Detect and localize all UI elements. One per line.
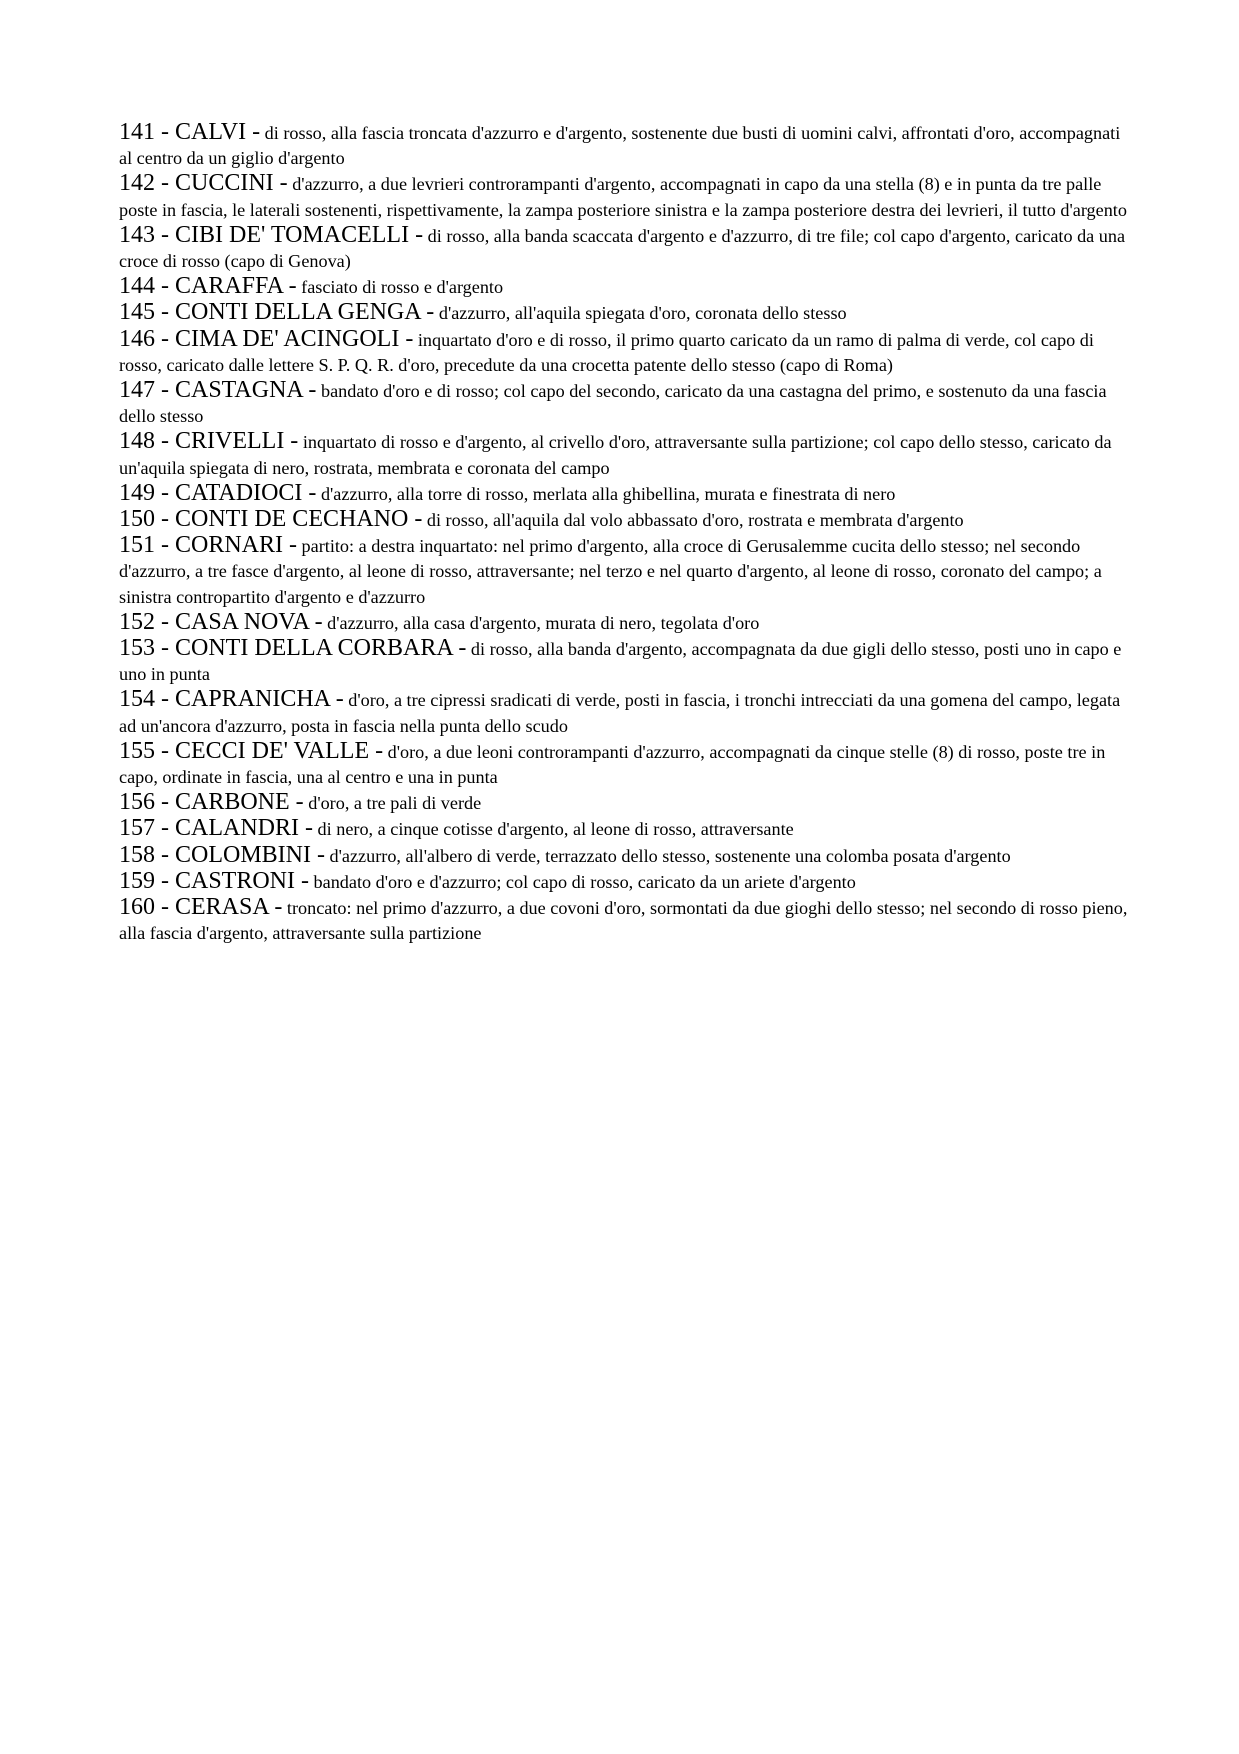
entry-heading: 143 - CIBI DE' TOMACELLI - [119,221,424,248]
entry-text: bandato d'oro e d'azzurro; col capo di rosso, caricato da un ariete d'argento [313,871,856,892]
entry-text: d'azzurro, alla casa d'argento, murata di nero, tegolata d'oro [327,612,760,633]
entry-152 [119,610,1134,636]
entry-text: inquartato di rosso e d'argento, al crivello d'oro, attraversante sulla partizione; col capo dello stesso, caricato da un'aquila spiegata di nero, rostrata, membrata e coronata del campo [119,432,1112,478]
entry-heading: 149 - CATADIOCI - [119,479,317,506]
entry-text: d'oro, a due leoni controrampanti d'azzurro, accompagnati da cinque stelle (8) di rosso, poste tre in capo, ordinate in fascia, una al centro e una in punta [119,741,1106,788]
entry-text: d'azzurro, all'aquila spiegata d'oro, coronata dello stesso [438,303,847,324]
entry-141 [119,120,1134,171]
entry-text: di nero, a cinque cotisse d'argento, al leone di rosso, attraversante [317,819,794,840]
entry-160 [119,895,1134,946]
entry-150 [119,507,1134,533]
entry-heading: 151 - CORNARI - [119,532,297,559]
entry-158 [119,843,1134,869]
entry-151 [119,533,1134,610]
entry-text: di rosso, alla fascia troncata d'azzurro e d'argento, sostenente due busti di uomini calvi, affrontati d'oro, accompagnati al centro da un giglio d'argento [119,123,1121,169]
entry-heading: 145 - CONTI DELLA GENGA - [119,299,435,326]
entry-heading: 157 - CALANDRI - [119,815,313,842]
entry-text: troncato: nel primo d'azzurro, a due covoni d'oro, sormontati da due gioghi dello stesso; nel secondo di rosso pieno, alla fascia d'argento, attraversante sulla partizione [119,898,1128,944]
entry-heading: 150 - CONTI DE CECHANO - [119,506,423,533]
entry-text: d'oro, a tre pali di verde [308,793,482,814]
entry-text: inquartato d'oro e di rosso, il primo quarto caricato da un ramo di palma di verde, col capo di rosso, caricato dalle lettere S. P. Q. R. d'oro, precedute da una crocetta patente dello stesso (capo di Roma) [119,329,1094,375]
entry-text: d'azzurro, all'albero di verde, terrazzato dello stesso, sostenente una colomba posata d'argento [329,845,1011,866]
entry-144 [119,274,1134,300]
entry-157 [119,816,1134,842]
entry-156 [119,790,1134,816]
entry-heading: 146 - CIMA DE' ACINGOLI - [119,325,414,352]
entry-154 [119,687,1134,738]
entry-153 [119,636,1134,687]
entry-159 [119,869,1134,895]
entry-155 [119,739,1134,790]
entry-heading: 152 - CASA NOVA - [119,608,323,635]
entry-heading: 156 - CARBONE - [119,789,304,816]
entry-heading: 155 - CECCI DE' VALLE - [119,737,384,764]
entry-text: di rosso, alla banda d'argento, accompagnata da due gigli dello stesso, posti uno in capo e uno in punta [119,639,1122,685]
entry-text: partito: a destra inquartato: nel primo d'argento, alla croce di Gerusalemme cucita dello stesso; nel secondo d'azzurro, a tre fasce d'argento, al leone di rosso, attraversante; nel terzo e nel quarto d'argento, al leone di rosso, coronato del campo; a sinistra contropartito d'argento e d'azzurro [119,536,1102,607]
entry-heading: 147 - CASTAGNA - [119,377,317,404]
entry-text: di rosso, alla banda scaccata d'argento e d'azzurro, di tre file; col capo d'argento, caricato da una croce di rosso (capo di Genova) [119,225,1126,272]
entry-heading: 141 - CALVI - [119,119,261,145]
entry-heading: 154 - CAPRANICHA - [119,686,344,713]
entry-heading: 148 - CRIVELLI - [119,428,299,455]
entry-147 [119,378,1134,429]
entry-heading: 158 - COLOMBINI - [119,841,325,868]
entry-148 [119,429,1134,480]
entry-145 [119,300,1134,326]
entry-143 [119,223,1134,274]
entry-149 [119,481,1134,507]
entry-heading: 153 - CONTI DELLA CORBARA - [119,635,467,662]
entry-heading: 142 - CUCCINI - [119,170,288,197]
entry-text: fasciato di rosso e d'argento [301,277,504,298]
entry-heading: 144 - CARAFFA - [119,273,297,300]
entry-text: di rosso, all'aquila dal volo abbassato d'oro, rostrata e membrata d'argento [426,510,964,531]
entry-text: bandato d'oro e di rosso; col capo del secondo, caricato da una castagna del primo, e sostenuto da una fascia dello stesso [119,381,1107,427]
entry-text: d'azzurro, a due levrieri controrampanti d'argento, accompagnati in capo da una stella (8) e in punta da tre palle poste in fascia, le laterali sostenenti, rispettivamente, la zampa posteriore sinistra e la zampa posteriore destra dei levrieri, il tutto d'argento [119,174,1127,220]
entry-heading: 159 - CASTRONI - [119,867,309,894]
entry-text: d'azzurro, alla torre di rosso, merlata alla ghibellina, murata e finestrata di nero [320,483,896,504]
entry-142 [119,171,1134,222]
entry-heading: 160 - CERASA - [119,894,283,921]
entry-text: d'oro, a tre cipressi sradicati di verde, posti in fascia, i tronchi intrecciati da una gomena del campo, legata ad un'ancora d'azzurro, posta in fascia nella punta dello scudo [119,690,1121,736]
entry-146 [119,327,1134,378]
document-page [119,120,1134,947]
